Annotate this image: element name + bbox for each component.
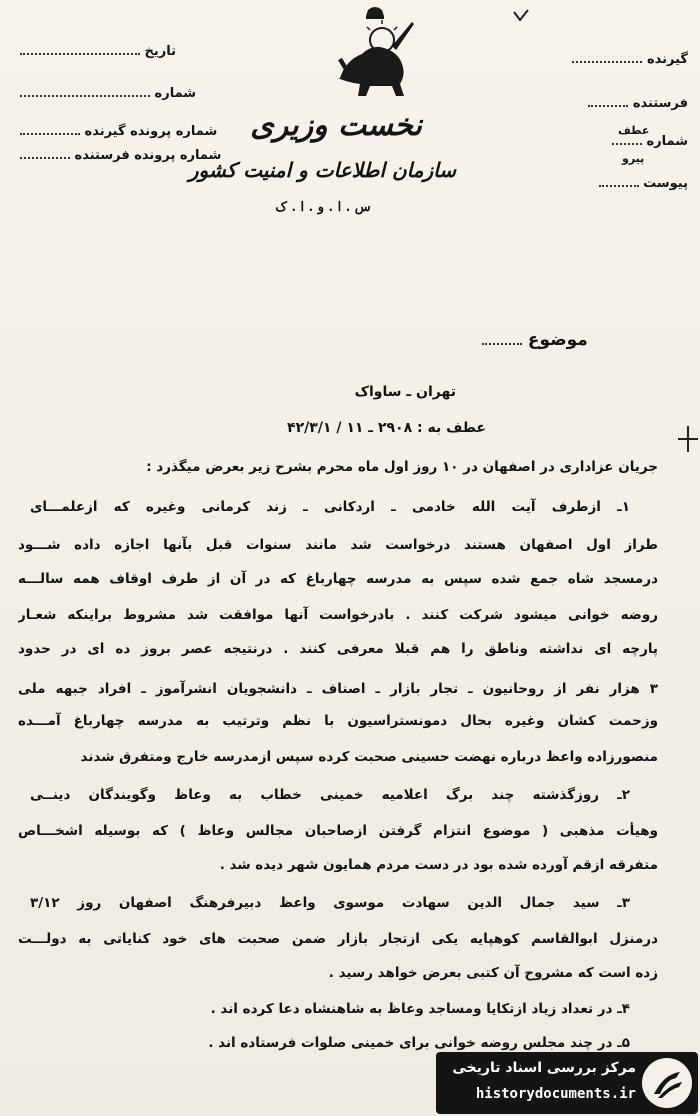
number-label-right: شماره (646, 134, 688, 149)
sender-field (588, 96, 688, 111)
body-line: منصورزاده واعظ درباره نهضت حسینی صحبت کرده سپس ازمدرسه خارج ومتفرق شدند (80, 749, 658, 765)
body-line: ۵ـ در چند مجلس روضه خوانی برای خمینی صلوات فرستاده اند . (208, 1035, 630, 1051)
margin-cross-mark-icon (676, 424, 700, 454)
corner-check-mark-icon (512, 8, 530, 24)
body-line: جریان عزاداری در اصفهان در ۱۰ روز اول ماه محرم بشرح زیر بعرض میگذرد : (146, 459, 658, 475)
org-title-savak: سازمان اطلاعات و امنیت کشور (188, 158, 456, 182)
body-line: ۱ـ ازطرف آیت الله خادمی ـ اردکانی ـ زند کرمانی وغیره که ازعلمـــای (30, 499, 630, 515)
body-line: وهیأت مذهبی ( موضوع انتزام گرفتن ازصاحبان مجالس وعاظ ) که بوسیله اشخـــاص (18, 823, 658, 839)
sender-file-label: شماره پرونده فرستنده (74, 148, 222, 163)
body-line: ۳ هزار نفر از روحانیون ـ تجار بازار ـ اصناف ـ دانشجویان انشرآموز ـ افراد جبهه ملی (18, 681, 658, 697)
receiver-file-label: شماره پرونده گیرنده (84, 124, 218, 139)
sender-label: فرستنده (632, 96, 688, 111)
date-field (20, 44, 176, 59)
number-field-left (20, 86, 196, 101)
attachment-label: پیوست (643, 176, 688, 191)
org-code: س . ا . و . ا . ک (275, 200, 371, 215)
subject-field (482, 330, 588, 350)
body-line: پارچه ای نداشته وناطق را هم قبلا معرفی کنند . درنتیجه عصر بروز ده ای در حدود (18, 641, 658, 657)
body-line: درمنزل ابوالقاسم کوهپایه یکی ازتجار بازار ضمن صحبت های خود کنایاتی به دولـــت (18, 931, 658, 947)
lion-and-sun-emblem-icon (330, 6, 420, 106)
watermark-org-name: مرکز بررسی اسناد تاریخی (452, 1060, 636, 1076)
watermark-url: historydocuments.ir (475, 1086, 636, 1102)
number-label-left: شماره (154, 86, 197, 101)
reference-line: عطف به : ۲۹۰۸ ـ ۱۱ / ۴۲/۳/۱ (287, 420, 486, 436)
body-line: طراز اول اصفهان هستند درخواست شد مانند سنوات قبل بآنها اجازه داده شـــود (18, 537, 658, 553)
attachment-field (599, 176, 688, 191)
archive-logo-icon (642, 1058, 692, 1108)
receiver-file-field (20, 124, 217, 139)
receiver-field (572, 52, 688, 67)
receiver-label: گیرنده (646, 52, 688, 67)
body-line: وزحمت کشان وغیره بحال دمونستراسیون با نظم وترتیب به مدرسه چهارباغ آمـــده (18, 713, 658, 729)
body-line: ۴ـ در تعداد زیاد ازتکایا ومساجد وعاظ به شاهنشاه دعا کرده اند . (210, 1001, 630, 1017)
date-label: تاریخ (144, 44, 177, 59)
body-line: روضه خوانی میشود شرکت کنند . بادرخواست آنها موافقت شد مشروط براینکه شعـار (18, 607, 658, 623)
body-line: ۳ـ سید جمال الدین سهادت موسوی واعظ دبیرفرهنگ اصفهان روز ۳/۱۲ (30, 895, 630, 911)
body-line: ۲ـ روزگذشته چند برگ اعلامیه خمینی خطاب به وعاظ وگویندگان دینــی (30, 787, 630, 803)
recipient-line: تهران ـ ساواک (354, 384, 456, 400)
number-note-follow: پیرو (622, 152, 645, 165)
subject-label: موضوع (527, 330, 588, 350)
archive-watermark (436, 1052, 698, 1114)
body-line: زده است که مشروح آن کتبی بعرض خواهد رسید . (328, 965, 658, 981)
body-line: متفرقه ازقم آورده شده بود در دست مردم همایون شهر دیده شد . (219, 857, 658, 873)
body-line: درمسجد شاه جمع شده سپس به مدرسه چهارباغ که در آن از طرف اوقاف همه سالـــه (18, 571, 658, 587)
number-note-ref: عطف (618, 124, 650, 137)
org-title-prime-ministry: نخست وزیری (250, 108, 422, 143)
